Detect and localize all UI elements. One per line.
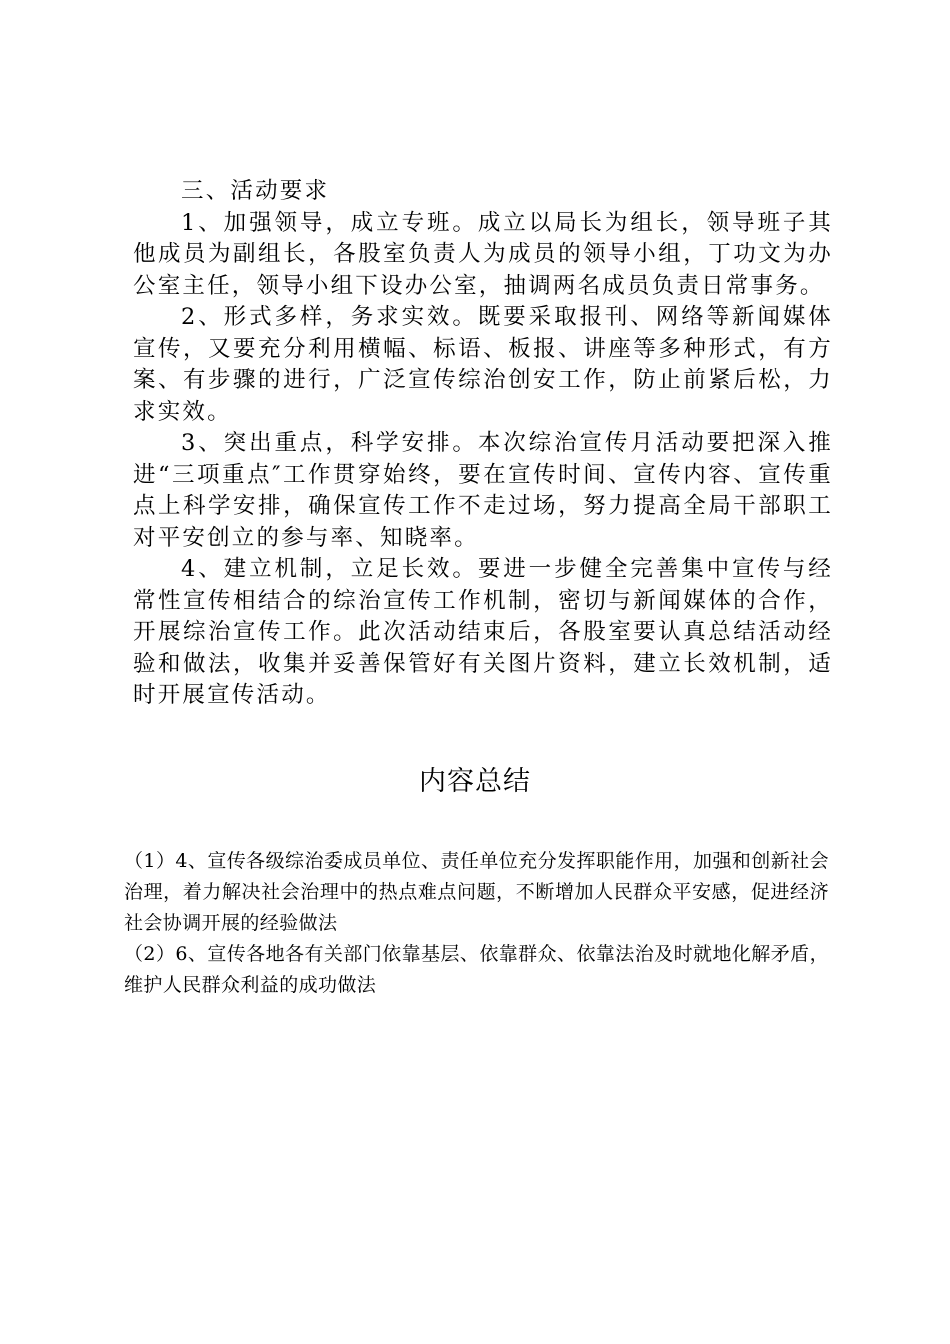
summary-item-2: （2）6、宣传各地各有关部门依靠基层、依靠群众、依靠法治及时就地化解矛盾，维护人民群众利益的成功做法 (124, 943, 829, 996)
document-body (133, 176, 833, 712)
requirement-paragraph-2: 2、形式多样，务求实效。既要采取报刊、网络等新闻媒体宣传，又要充分利用横幅、标语、板报、讲座等多种形式，有方案、有步骤的进行，广泛宣传综治创安工作，防止前紧后松，力求实效。 (133, 304, 833, 425)
summary-list (124, 846, 829, 1001)
requirement-paragraph-4: 4、建立机制，立足长效。要进一步健全完善集中宣传与经常性宣传相结合的综治宣传工作机制，密切与新闻媒体的合作，开展综治宣传工作。此次活动结束后，各股室要认真总结活动经验和做法，收集并妥善保管好有关图片资料，建立长效机制，适时开展宣传活动。 (133, 556, 833, 708)
requirement-paragraph-1: 1、加强领导，成立专班。成立以局长为组长，领导班子其他成员为副组长，各股室负责人为成员的领导小组，丁功文为办公室主任，领导小组下设办公室，抽调两名成员负责日常事务。 (133, 209, 833, 299)
section-heading: 三、活动要求 (181, 178, 330, 204)
summary-title: 内容总结 (419, 766, 531, 797)
requirement-paragraph-3: 3、突出重点，科学安排。本次综治宣传月活动要把深入推进“三项重点″工作贯穿始终，要在宣传时间、宣传内容、宣传重点上科学安排，确保宣传工作不走过场，努力提高全局干部职工对平安创立的参与率、知晓率。 (133, 430, 833, 551)
summary-item-1: （1）4、宣传各级综治委成员单位、责任单位充分发挥职能作用，加强和创新社会治理，着力解决社会治理中的热点难点问题，不断增加人民群众平安感，促进经济社会协调开展的经验做法 (124, 850, 829, 934)
